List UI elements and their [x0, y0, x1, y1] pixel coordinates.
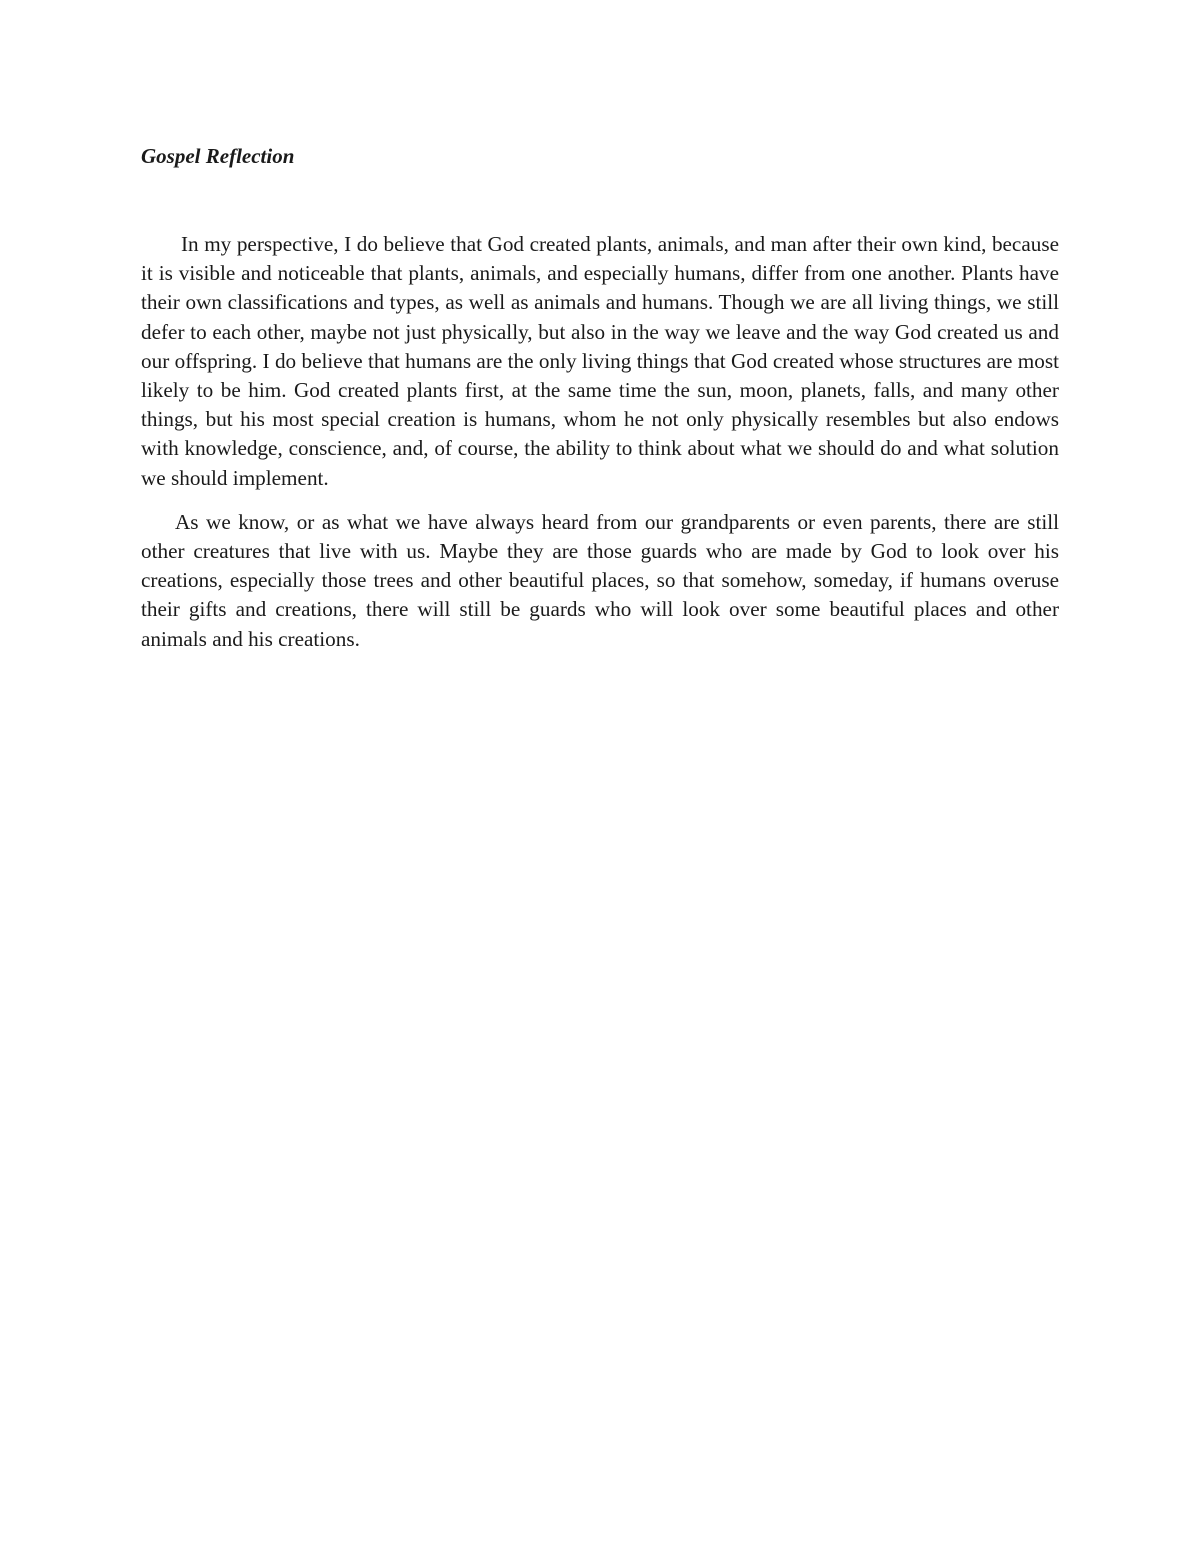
paragraph-2: As we know, or as what we have always heard from our grandparents or even parents, there are still other creatures that live with us. Maybe they are those guards who are made by God to look over his creations, especially those trees and other beautiful places, so that somehow, someday, if humans overuse their gifts and creations, there will still be guards who will look over some beautiful places and other animals and his creations.	[141, 509, 1059, 651]
document-title: Gospel Reflection	[141, 144, 295, 168]
document-body	[141, 140, 1059, 654]
paragraph-1: In my perspective, I do believe that God created plants, animals, and man after their own kind, because it is visible and noticeable that plants, animals, and especially humans, differ from one another. Plants have their own classifications and types, as well as animals and humans. Though we are all living things, we still defer to each other, maybe not just physically, but also in the way we leave and the way God created us and our offspring. I do believe that humans are the only living things that God created whose structures are most likely to be him. God created plants first, at the same time the sun, moon, planets, falls, and many other things, but his most special creation is humans, whom he not only physically resembles but also endows with knowledge, conscience, and, of course, the ability to think about what we should do and what solution we should implement.	[141, 232, 1059, 490]
